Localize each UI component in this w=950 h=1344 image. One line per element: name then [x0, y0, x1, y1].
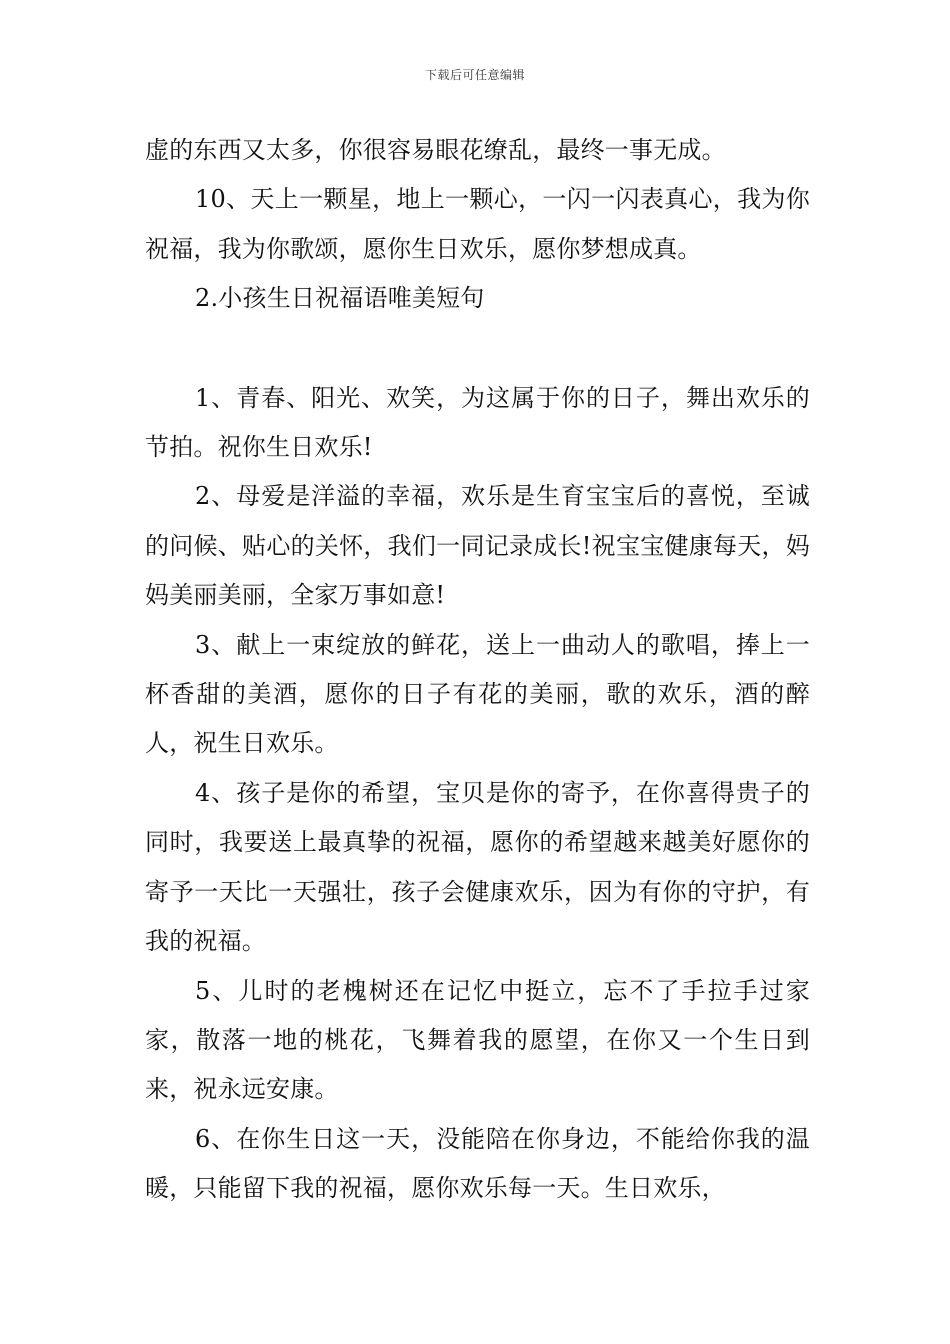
- paragraph-wish-4: 4、孩子是你的希望，宝贝是你的寄予，在你喜得贵子的同时，我要送上最真挚的祝福，愿你的希望越来越美好愿你的寄予一天比一天强壮，孩子会健康欢乐，因为有你的守护，有我的祝福。: [145, 778, 810, 956]
- section-heading: 2.小孩生日祝福语唯美短句: [195, 284, 485, 313]
- paragraph-wish-2: 2、母爱是洋溢的幸福，欢乐是生育宝宝后的喜悦，至诚的问候、贴心的关怀，我们一同记录成长!祝宝宝健康每天，妈妈美丽美丽，全家万事如意!: [145, 482, 810, 610]
- page-header-note: 下载后可任意编辑: [424, 68, 525, 82]
- paragraph-wish-6: 6、在你生日这一天，没能陪在你身边，不能给你我的温暖，只能留下我的祝福，愿你欢乐每一天。生日欢乐，: [145, 1124, 810, 1203]
- paragraph-wish-10: 10、天上一颗星，地上一颗心，一闪一闪表真心，我为你祝福，我为你歌颂，愿你生日欢乐，愿你梦想成真。: [145, 185, 810, 263]
- paragraph-continuation: 虚的东西又太多，你很容易眼花缭乱，最终一事无成。: [145, 136, 726, 164]
- blank-line: [145, 324, 810, 374]
- paragraph-wish-3: 3、献上一束绽放的鲜花，送上一曲动人的歌唱，捧上一杯香甜的美酒，愿你的日子有花的美丽，歌的欢乐，酒的醉人，祝生日欢乐。: [145, 630, 810, 758]
- paragraph-wish-1: 1、青春、阳光、欢笑，为这属于你的日子，舞出欢乐的节拍。祝你生日欢乐!: [145, 383, 810, 462]
- paragraph-wish-5: 5、儿时的老槐树还在记忆中挺立，忘不了手拉手过家家，散落一地的桃花，飞舞着我的愿望，在你又一个生日到来，祝永远安康。: [145, 976, 810, 1104]
- document-body: [145, 126, 810, 1214]
